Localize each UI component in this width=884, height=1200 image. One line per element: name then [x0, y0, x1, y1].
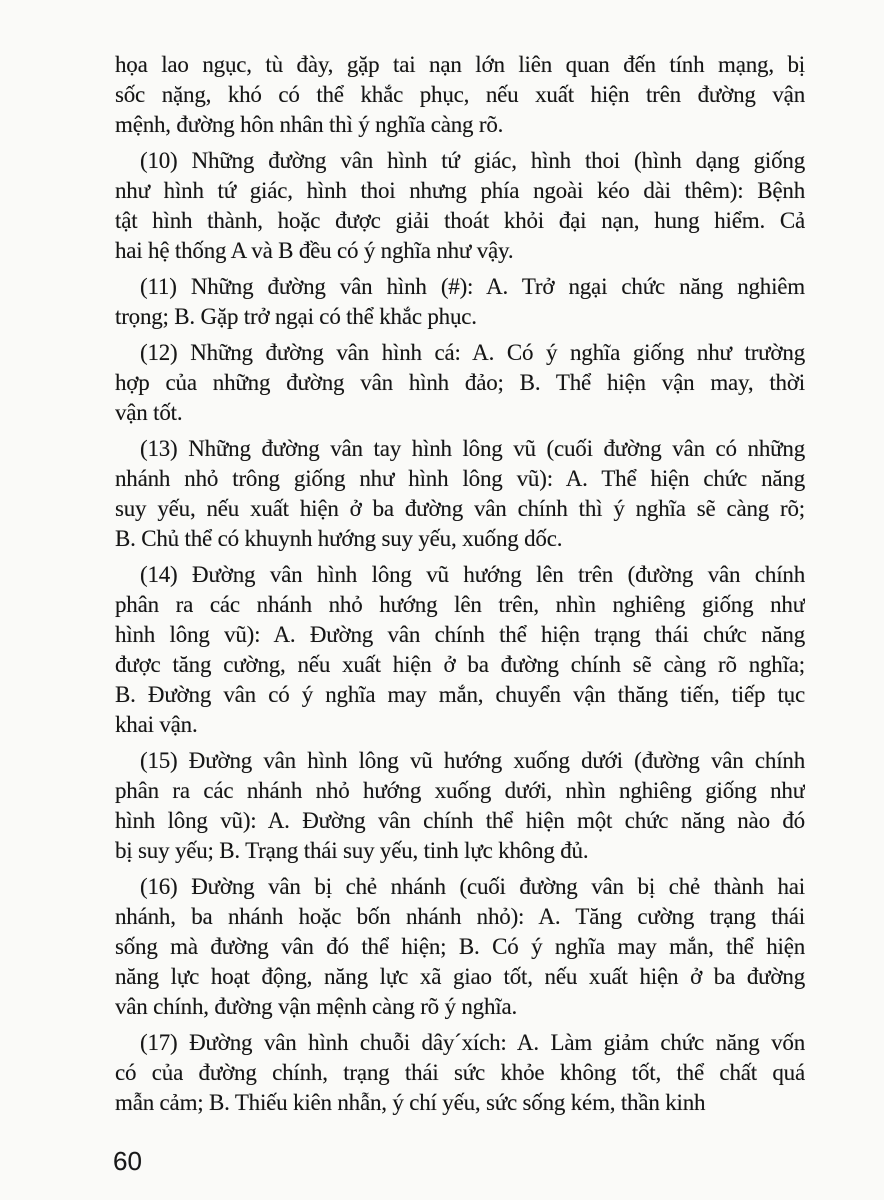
- text-line: hình lông vũ): A. Đường vân chính thể hiện trạng thái chức năng: [115, 622, 805, 647]
- text-line: (17) Đường vân hình chuỗi dây´xích: A. Làm giảm chức năng vốn: [140, 1030, 805, 1055]
- text-line: có của đường chính, trạng thái sức khỏe không tốt, thể chất quá: [115, 1060, 805, 1085]
- text-line: hợp của những đường vân hình đảo; B. Thể hiện vận may, thời: [115, 370, 805, 395]
- paragraph-item-15: [115, 746, 805, 866]
- text-line: tật hình thành, hoặc được giải thoát khỏi đại nạn, hung hiểm. Cả: [115, 208, 805, 233]
- text-line: B. Đường vân có ý nghĩa may mắn, chuyển vận thăng tiến, tiếp tục: [115, 682, 805, 707]
- paragraph-item-12: [115, 338, 805, 428]
- text-line: phân ra các nhánh nhỏ hướng xuống dưới, nhìn nghiêng giống như: [115, 778, 805, 803]
- text-line: phân ra các nhánh nhỏ hướng lên trên, nhìn nghiêng giống như: [115, 592, 805, 617]
- paragraph-item-16: [115, 872, 805, 1022]
- text-line: mẫn cảm; B. Thiếu kiên nhẫn, ý chí yếu, sức sống kém, thần kinh: [115, 1090, 706, 1115]
- paragraph-continuation: [115, 50, 805, 140]
- page-text: [115, 50, 805, 1118]
- text-line: bị suy yếu; B. Trạng thái suy yếu, tinh lực không đủ.: [115, 838, 589, 863]
- paragraph-item-13: [115, 434, 805, 554]
- text-line: hình lông vũ): A. Đường vân chính thể hiện một chức năng nào đó: [115, 808, 805, 833]
- text-line: năng lực hoạt động, năng lực xã giao tốt, nếu xuất hiện ở ba đường: [115, 964, 805, 989]
- text-line: như hình tứ giác, hình thoi nhưng phía ngoài kéo dài thêm): Bệnh: [115, 178, 805, 203]
- text-line: nhánh nhỏ trông giống như hình lông vũ): A. Thể hiện chức năng: [115, 466, 805, 491]
- text-line: hai hệ thống A và B đều có ý nghĩa như vậy.: [115, 238, 514, 263]
- paragraph-item-10: [115, 146, 805, 266]
- text-line: (11) Những đường vân hình (#): A. Trở ngại chức năng nghiêm: [140, 274, 805, 299]
- page-number: 60: [113, 1146, 142, 1176]
- text-line: B. Chủ thể có khuynh hướng suy yếu, xuống dốc.: [115, 526, 563, 551]
- text-line: họa lao ngục, tù đày, gặp tai nạn lớn liên quan đến tính mạng, bị: [115, 52, 805, 77]
- text-line: (13) Những đường vân tay hình lông vũ (cuối đường vân có những: [140, 436, 805, 461]
- text-line: (10) Những đường vân hình tứ giác, hình thoi (hình dạng giống: [140, 148, 805, 173]
- text-line: vân chính, đường vận mệnh càng rõ ý nghĩa.: [115, 994, 518, 1019]
- text-line: được tăng cường, nếu xuất hiện ở ba đường chính sẽ càng rõ nghĩa;: [115, 652, 805, 677]
- text-line: (15) Đường vân hình lông vũ hướng xuống dưới (đường vân chính: [140, 748, 805, 773]
- text-line: suy yếu, nếu xuất hiện ở ba đường vân chính thì ý nghĩa sẽ càng rõ;: [115, 496, 805, 521]
- text-line: nhánh, ba nhánh hoặc bốn nhánh nhỏ): A. Tăng cường trạng thái: [115, 904, 805, 929]
- text-line: trọng; B. Gặp trở ngại có thể khắc phục.: [115, 304, 477, 329]
- text-line: (16) Đường vân bị chẻ nhánh (cuối đường vân bị chẻ thành hai: [140, 874, 805, 899]
- paragraph-item-14: [115, 560, 805, 740]
- text-line: (12) Những đường vân hình cá: A. Có ý nghĩa giống như trường: [140, 340, 805, 365]
- text-line: sống mà đường vân đó thể hiện; B. Có ý nghĩa may mắn, thể hiện: [115, 934, 805, 959]
- text-line: khai vận.: [115, 712, 198, 737]
- text-line: mệnh, đường hôn nhân thì ý nghĩa càng rõ.: [115, 112, 504, 137]
- text-line: sốc nặng, khó có thể khắc phục, nếu xuất hiện trên đường vận: [115, 82, 805, 107]
- text-line: (14) Đường vân hình lông vũ hướng lên trên (đường vân chính: [140, 562, 805, 587]
- paragraph-item-11: [115, 272, 805, 332]
- paragraph-item-17: [115, 1028, 805, 1118]
- text-line: vận tốt.: [115, 400, 183, 425]
